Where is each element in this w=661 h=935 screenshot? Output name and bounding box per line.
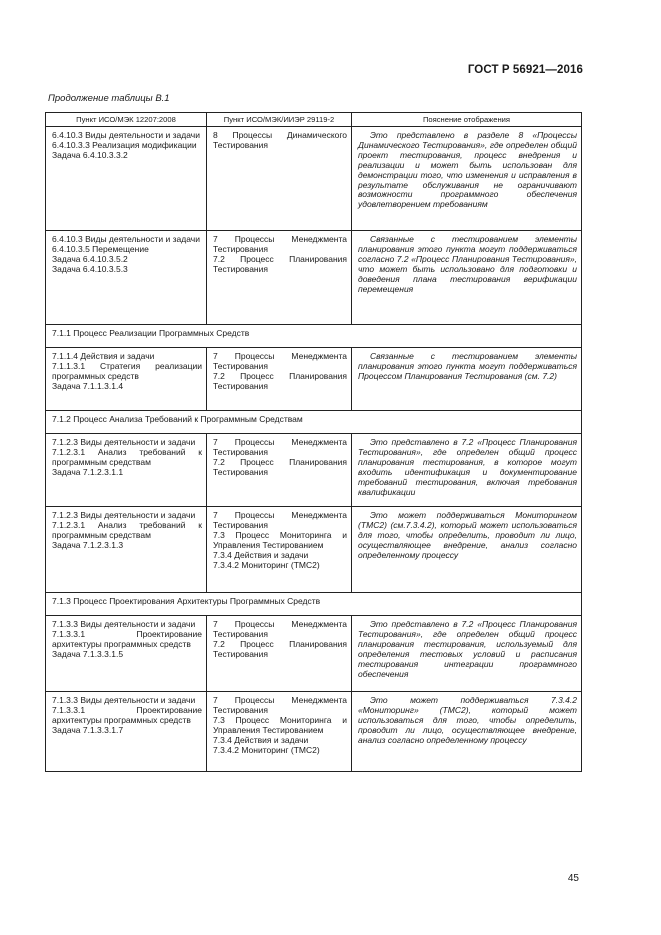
cell-iso12207-clause	[46, 231, 207, 325]
table-row	[46, 692, 582, 772]
section-title: 7.1.3 Процесс Проектирования Архитектуры Программных Средств	[46, 593, 582, 616]
section-title: 7.1.1 Процесс Реализации Программных Средств	[46, 325, 582, 348]
cell-iso12207-clause	[46, 127, 207, 231]
clause-line: 7.1.2.3.1 Анализ требований к программным средствам	[52, 519, 202, 540]
document-id: ГОСТ Р 56921—2016	[467, 64, 583, 76]
cell-explanation	[352, 434, 582, 507]
clause-line: 7.1.3.3.1 Проектирование архитектуры программных средств	[52, 628, 202, 649]
section-row	[46, 593, 582, 616]
page-number: 45	[567, 873, 579, 884]
clause-line: 7 Процессы Менеджмента Тестирования	[213, 510, 347, 530]
table-row	[46, 348, 582, 411]
clause-line: 7.1.2.3 Виды деятельности и задачи	[52, 510, 196, 520]
explanation-text: Связанные с тестированием элементы планирования этого пункта могут поддерживаться Процессом Планирования Тестирования (см. 7.2)	[358, 351, 577, 381]
clause-line: 7.1.2.3.1 Анализ требований к программным средствам	[52, 446, 202, 467]
clause-line: 7.1.3.3 Виды деятельности и задачи	[52, 619, 196, 629]
clause-line: 7.2 Процесс Планирования Тестирования	[213, 253, 347, 274]
table-row	[46, 507, 582, 593]
clause-line: Задача 7.1.2.3.1.3	[52, 539, 124, 550]
clause-line: 7.1.1.3.1 Стратегия реализации программных средств	[52, 360, 202, 381]
clause-line: 7 Процессы Менеджмента Тестирования	[213, 437, 347, 457]
clause-line: 7.1.2.3 Виды деятельности и задачи	[52, 437, 196, 447]
clause-line: 7 Процессы Менеджмента Тестирования	[213, 695, 347, 715]
explanation-text: Это может поддерживаться 7.3.4.2 «Мониторинг» (ТМС2), который может использоваться для того, чтобы определить, проводит ли лицо, осуществляющее внедрение, анализ согласно определенному процессу	[358, 695, 577, 745]
clause-line: Задача 7.1.1.3.1.4	[52, 380, 124, 391]
clause-line: 6.4.10.3 Виды деятельности и задачи	[52, 234, 200, 244]
table-row	[46, 616, 582, 692]
clause-line: 7.1.1.4 Действия и задачи	[52, 351, 155, 361]
clause-line: 7.3.4.2 Мониторинг (ТМС2)	[213, 744, 320, 755]
mapping-table	[45, 112, 582, 772]
clause-line: 7.3.4 Действия и задачи	[213, 549, 309, 560]
table-row	[46, 434, 582, 507]
column-header-iso29119: Пункт ИСО/МЭК/ИИЭР 29119-2	[207, 113, 352, 127]
explanation-text: Это может поддерживаться Мониторингом (ТМС2) (см.7.3.4.2), который может использоваться для того, чтобы определить, проводит ли лицо, осуществляющее внедрение, анализ согласно определенному процессу	[358, 510, 577, 560]
section-row	[46, 411, 582, 434]
clause-line: Задача 6.4.10.3.3.2	[52, 149, 128, 160]
cell-explanation	[352, 127, 582, 231]
clause-line: 7.3 Процесс Мониторинга и Управления Тестированием	[213, 529, 347, 550]
cell-iso12207-clause	[46, 616, 207, 692]
clause-line: 7 Процессы Менеджмента Тестирования	[213, 351, 347, 371]
cell-explanation	[352, 692, 582, 772]
clause-line: 7.1.3.3 Виды деятельности и задачи	[52, 695, 196, 705]
clause-line: 7.3.4.2 Мониторинг (ТМС2)	[213, 559, 320, 570]
cell-iso12207-clause	[46, 507, 207, 593]
clause-line: Задача 7.1.3.3.1.7	[52, 724, 124, 735]
section-row	[46, 325, 582, 348]
clause-line: 6.4.10.3.5 Перемещение	[52, 243, 149, 254]
clause-line: Задача 6.4.10.3.5.3	[52, 263, 128, 274]
column-header-explanation: Пояснение отображения	[352, 113, 582, 127]
clause-line: 7.3.4 Действия и задачи	[213, 734, 309, 745]
table-header-row	[46, 113, 582, 127]
clause-line: 7 Процессы Менеджмента Тестирования	[213, 619, 347, 639]
section-title: 7.1.2 Процесс Анализа Требований к Программным Средствам	[46, 411, 582, 434]
clause-line: 7.1.3.3.1 Проектирование архитектуры программных средств	[52, 704, 202, 725]
cell-explanation	[352, 348, 582, 411]
clause-line: Задача 7.1.2.3.1.1	[52, 466, 124, 477]
table-row	[46, 231, 582, 325]
clause-line: 7 Процессы Менеджмента Тестирования	[213, 234, 347, 254]
explanation-text: Это представлено в 7.2 «Процесс Планирования Тестирования», где определен общий процесс планирования тестирования, в которое могут входить идентификация и документирование требований тестирования, включая требования квалификации	[358, 437, 577, 497]
explanation-text: Это представлено в разделе 8 «Процессы Динамического Тестирования», где определен общий проект тестирования, процесс внедрения и реализации и может быть использован для демонстрации того, что изменения и исправления в результате обслуживания не ограничивают возможности программного обеспечения удовлетворением требованиям	[358, 130, 577, 210]
table-caption: Продолжение таблицы В.1	[48, 93, 170, 104]
column-header-iso12207: Пункт ИСО/МЭК 12207:2008	[46, 113, 207, 127]
cell-explanation	[352, 616, 582, 692]
cell-iso12207-clause	[46, 434, 207, 507]
table-row	[46, 127, 582, 231]
cell-iso29119-clause	[207, 231, 352, 325]
cell-iso12207-clause	[46, 692, 207, 772]
clause-line: 6.4.10.3.3 Реализация модификации	[52, 139, 197, 150]
clause-line: 7.2 Процесс Планирования Тестирования	[213, 638, 347, 659]
clause-line: 7.2 Процесс Планирования Тестирования	[213, 370, 347, 391]
cell-iso29119-clause	[207, 348, 352, 411]
cell-explanation	[352, 231, 582, 325]
cell-iso29119-clause	[207, 127, 352, 231]
clause-line: Задача 6.4.10.3.5.2	[52, 253, 128, 264]
explanation-text: Это представлено в 7.2 «Процесс Планирования Тестирования», где определен общий процесс планирования тестирования, используемый для определения тестовых условий и расписания тестирования интеграции программного обеспечения	[358, 619, 577, 679]
cell-iso29119-clause	[207, 434, 352, 507]
cell-iso12207-clause	[46, 348, 207, 411]
clause-line: 8 Процессы Динамического Тестирования	[213, 130, 347, 150]
clause-line: 7.2 Процесс Планирования Тестирования	[213, 456, 347, 477]
clause-line: Задача 7.1.3.3.1.5	[52, 648, 124, 659]
cell-iso29119-clause	[207, 692, 352, 772]
cell-explanation	[352, 507, 582, 593]
explanation-text: Связанные с тестированием элементы планирования этого пункта могут поддерживаться согласно 7.2 «Процесс Планирования Тестирования», что может быть использовано для подготовки и доведения плана тестирования верификации перемещения	[358, 234, 577, 294]
clause-line: 7.3 Процесс Мониторинга и Управления Тестированием	[213, 714, 347, 735]
cell-iso29119-clause	[207, 507, 352, 593]
clause-line: 6.4.10.3 Виды деятельности и задачи	[52, 130, 200, 140]
cell-iso29119-clause	[207, 616, 352, 692]
